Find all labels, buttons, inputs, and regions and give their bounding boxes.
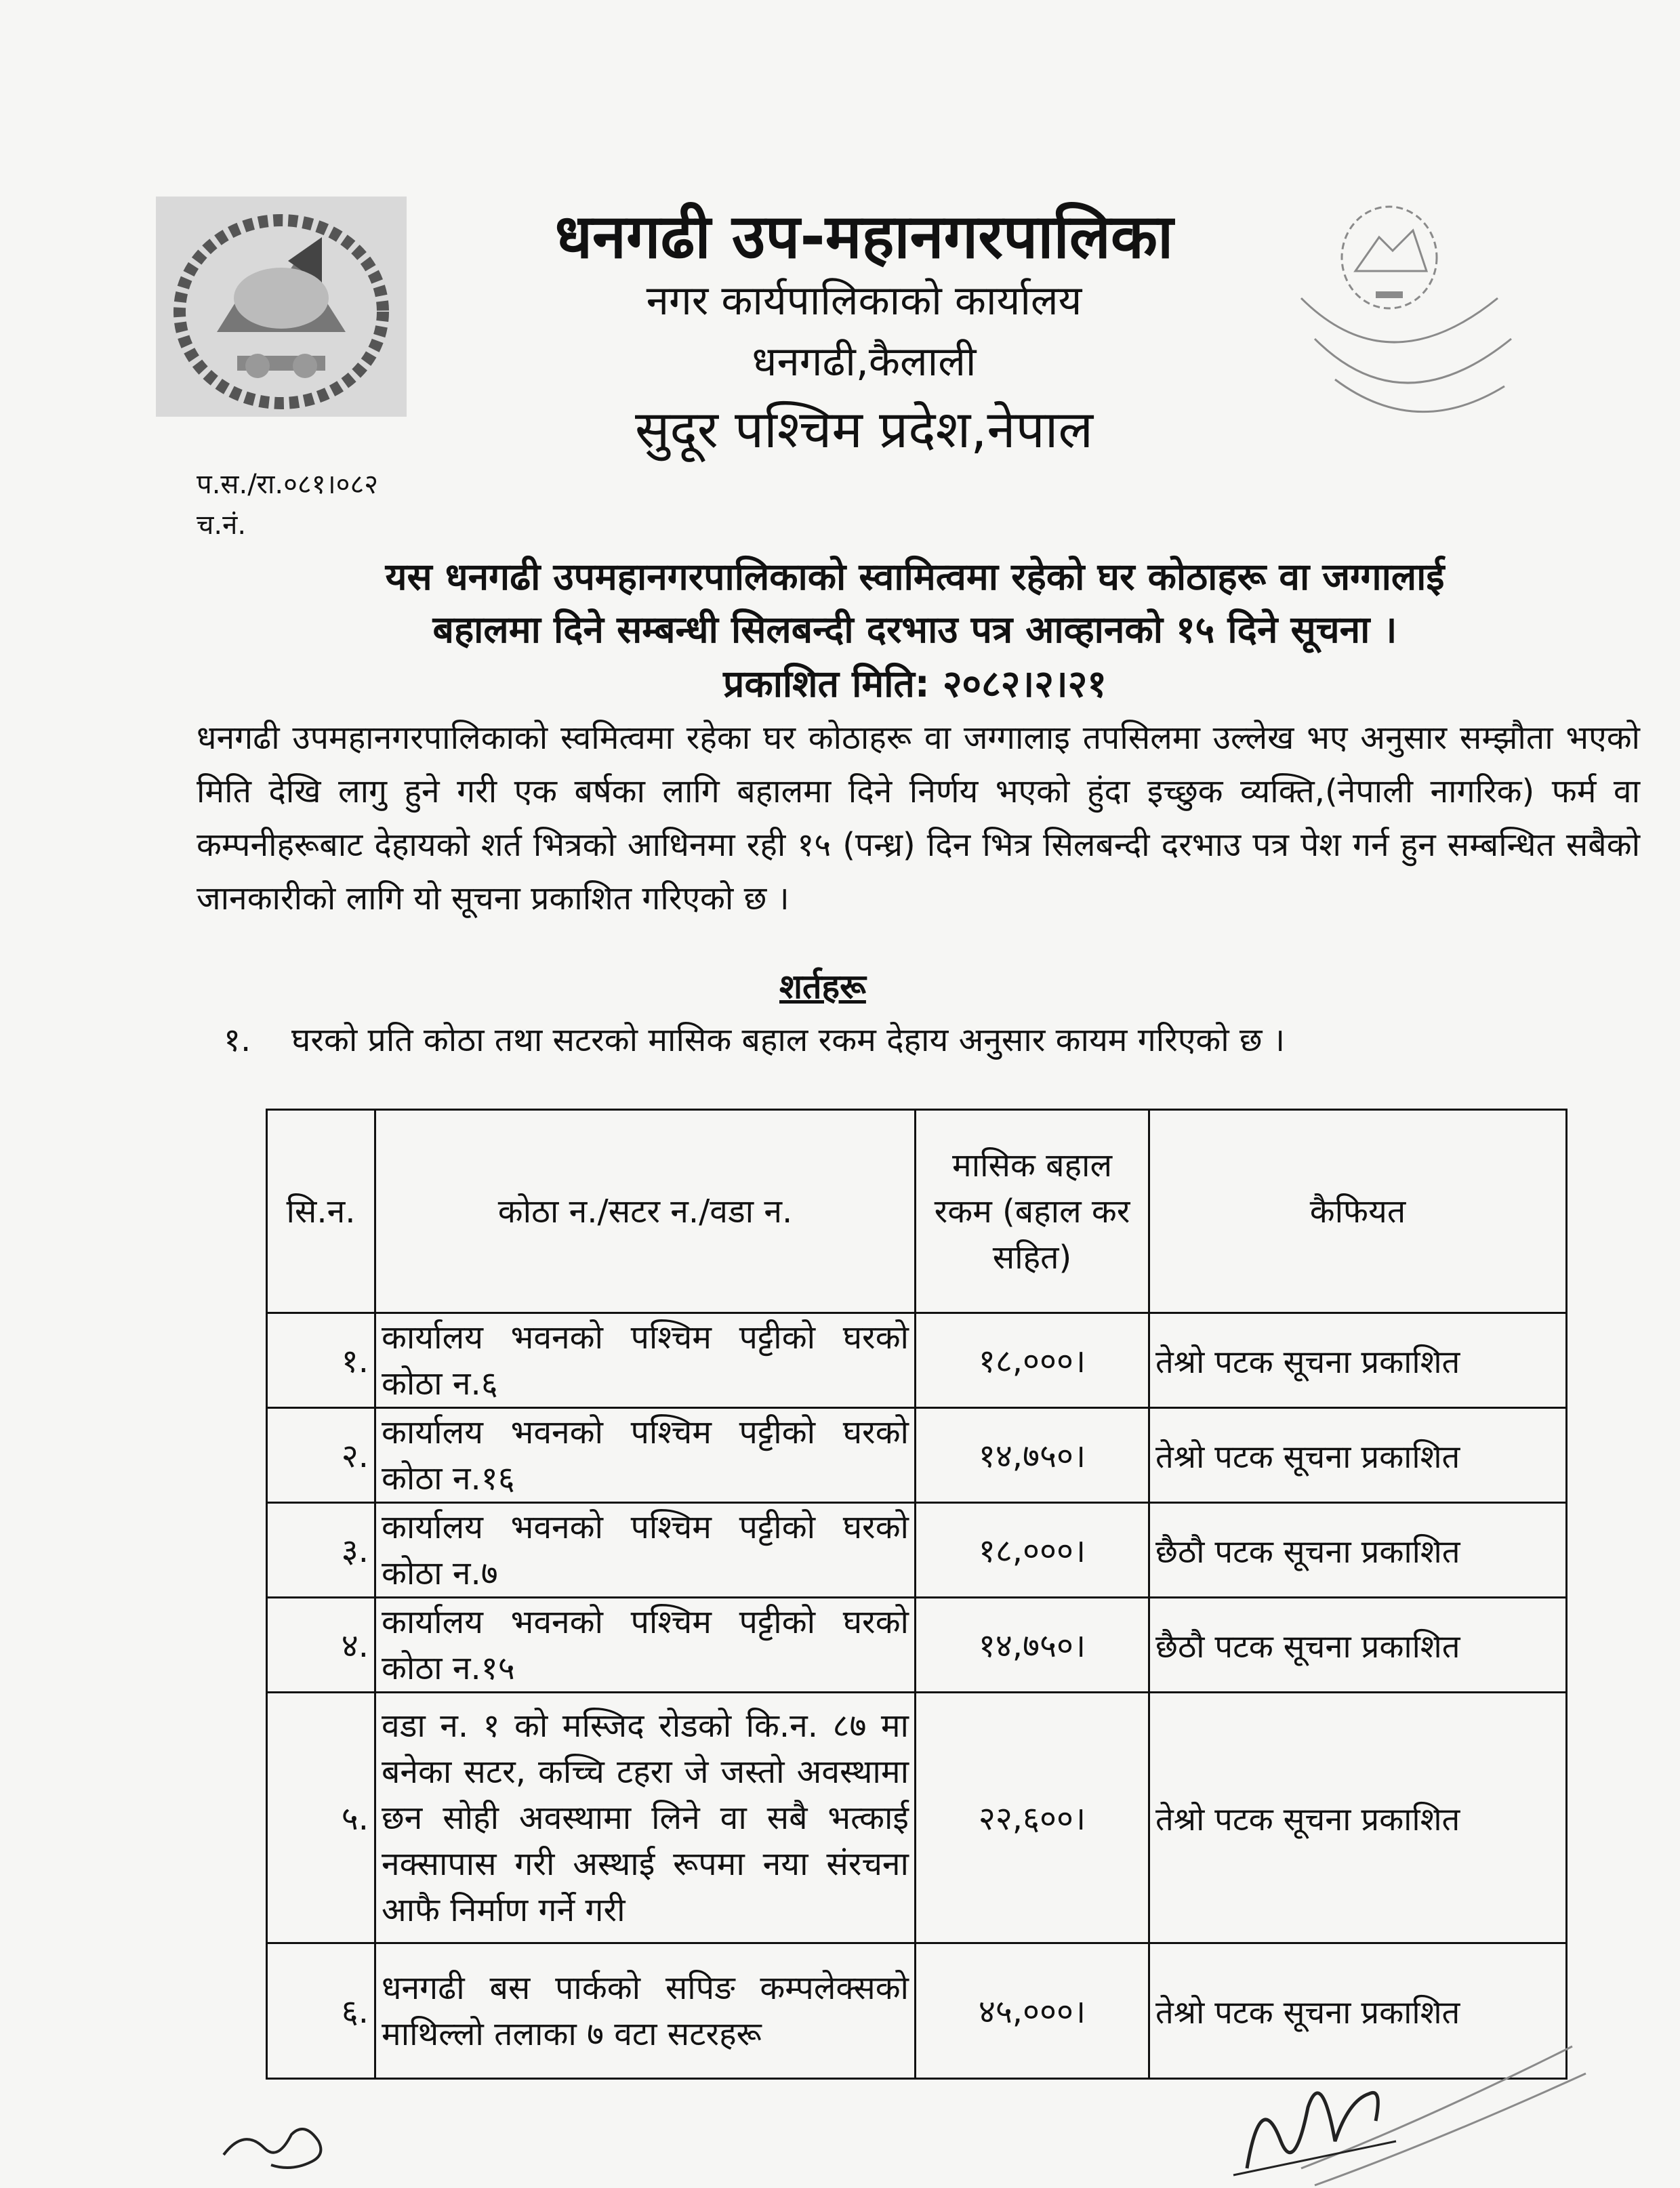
term-text: घरको प्रति कोठा तथा सटरको मासिक बहाल रकम देहाय अनुसार कायम गरिएको छ । (291, 1021, 1286, 1059)
table-row (267, 1503, 1567, 1598)
terms-heading: शर्तहरू (779, 967, 866, 1006)
row-amount: १४,७५०। (916, 1408, 1149, 1503)
term-item (224, 1013, 1640, 1067)
header-amount: मासिक बहाल रकम (बहाल कर सहित) (916, 1110, 1149, 1313)
table-header-row (267, 1110, 1567, 1313)
row-amount: १४,७५०। (916, 1598, 1149, 1693)
row-sn: ४. (267, 1598, 375, 1693)
reference-number: प.स./रा.०८१।०८२ (197, 469, 379, 500)
table-row (267, 1313, 1567, 1408)
office-location: धनगढी,कैलाली (752, 338, 977, 386)
nepal-emblem-icon (156, 197, 407, 417)
row-sn: ३. (267, 1503, 375, 1598)
row-sn: ५. (267, 1693, 375, 1943)
term-number: १. (224, 1021, 251, 1059)
row-remarks: छैठौ पटक सूचना प्रकाशित (1149, 1503, 1567, 1598)
notice-title-line1: यस धनगढी उपमहानगरपालिकाको स्वामित्वमा रहेको घर कोठाहरू वा जग्गालाई (385, 555, 1445, 598)
row-remarks: छैठौ पटक सूचना प्रकाशित (1149, 1598, 1567, 1693)
row-room: कार्यालय भवनको पश्चिम पट्टीको घरको कोठा न.६ (375, 1313, 916, 1408)
office-province: सुदूर पश्चिम प्रदेश,नेपाल (635, 399, 1093, 459)
row-remarks: तेश्रो पटक सूचना प्रकाशित (1149, 1693, 1567, 1943)
row-room: वडा न. १ को मस्जिद रोडको कि.न. ८७ मा बनेका सटर, कच्चि टहरा जे जस्तो अवस्थामा छन सोही अवस्थामा लिने वा सबै भत्काई नक्सापास गरी अस्थाई रूपमा नया संरचना आफै निर्माण गर्ने गरी (375, 1693, 916, 1943)
notice-title-line2: बहालमा दिने सम्बन्धी सिलबन्दी दरभाउ पत्र आव्हानको १५ दिने सूचना । (432, 608, 1397, 651)
row-amount: १८,०००। (916, 1313, 1149, 1408)
row-sn: २. (267, 1408, 375, 1503)
row-room: धनगढी बस पार्कको सपिङ कम्पलेक्सको माथिल्लो तलाका ७ वटा सटरहरू (375, 1943, 916, 2079)
row-sn: १. (267, 1313, 375, 1408)
row-remarks: तेश्रो पटक सूचना प्रकाशित (1149, 1943, 1567, 2079)
office-seal-icon (1274, 183, 1532, 454)
header-remarks: कैफियत (1149, 1110, 1567, 1313)
row-amount: २२,६००। (916, 1693, 1149, 1943)
signature-icon (1220, 2006, 1599, 2188)
row-room: कार्यालय भवनको पश्चिम पट्टीको घरको कोठा न.७ (375, 1503, 916, 1598)
dispatch-number: च.नं. (197, 510, 247, 541)
table-row (267, 1598, 1567, 1693)
header-sn: सि.न. (267, 1110, 375, 1313)
row-sn: ६. (267, 1943, 375, 2079)
office-subtitle: नगर कार्यपालिकाको कार्यालय (646, 277, 1082, 325)
rent-table (266, 1109, 1568, 2080)
initials-icon (217, 2114, 352, 2182)
row-room: कार्यालय भवनको पश्चिम पट्टीको घरको कोठा न.१६ (375, 1408, 916, 1503)
row-room: कार्यालय भवनको पश्चिम पट्टीको घरको कोठा न.१५ (375, 1598, 916, 1693)
notice-body: धनगढी उपमहानगरपालिकाको स्वमित्वमा रहेका घर कोठाहरू वा जग्गालाइ तपसिलमा उल्लेख भए अनुसार सम्झौता भएको मिति देखि लागु हुने गरी एक बर्षका लागि बहालमा दिने निर्णय भएको हुंदा इच्छुक व्यक्ति,(नेपाली नागरिक) फर्म वा कम्पनीहरूबाट देहायको शर्त भित्रको आधिनमा रही १५ (पन्ध्र) दिन भित्र सिलबन्दी दरभाउ पत्र पेश गर्न हुन सम्बन्धित सबैको जानकारीको लागि यो सूचना प्रकाशित गरिएको छ । (197, 719, 1640, 917)
published-date: प्रकाशित मिति: २०८२।२।२१ (723, 662, 1107, 705)
header-room: कोठा न./सटर न./वडा न. (375, 1110, 916, 1313)
row-amount: ४५,०००। (916, 1943, 1149, 2079)
table-row (267, 1693, 1567, 1943)
row-amount: १८,०००। (916, 1503, 1149, 1598)
office-name: धनगढी उप-महानगरपालिका (554, 201, 1174, 272)
table-row (267, 1408, 1567, 1503)
row-remarks: तेश्रो पटक सूचना प्रकाशित (1149, 1408, 1567, 1503)
row-remarks: तेश्रो पटक सूचना प्रकाशित (1149, 1313, 1567, 1408)
